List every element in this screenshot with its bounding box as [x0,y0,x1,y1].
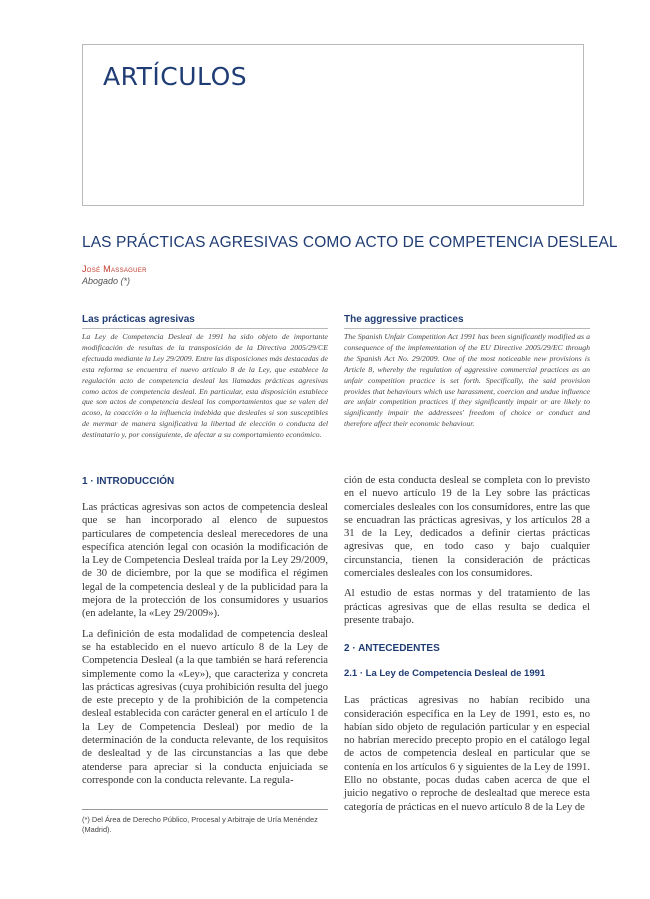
author-role: Abogado (*) [82,276,131,286]
author-name: José Massaguer [82,264,147,274]
paragraph: Las prácticas agresivas son actos de competencia desleal que se han incorporado al elenco de supuestos particulares de competencia desleal merecedores de una específica atención legal con ocasión la modificación de la Ley de Competencia Desleal traída por la Ley 29/2009, de 30 de diciembre, por la que se modifica el régimen legal de la competencia desleal y de la publicidad para la mejora de la protección de los consumidores y usuarios (en adelante, la «Ley 29/2009»). [82,502,328,620]
section-header-box [82,44,584,206]
section-1-heading: 1 · INTRODUCCIÓN [82,476,175,487]
abstract-english [344,310,590,430]
body-column-right [344,474,590,821]
abstract-english-text: The Spanish Unfair Competition Act 1991 has been significantly modified as a consequence of the implementation of the EU Directive 2005/29/EC through the Spanish Act No. 29/2009. One of the most noticeable new provisions is Article 8, whereby the regulation of aggressive commercial practices as an unfair competition practice is set forth. Specifically, the said provision provides that behaviours which use harassment, coercion and undue influence are unfair competition practices if they significantly impair or are likely to significantly impair the addressees' freedom of choice or conduct and therefore affect their economic behaviour. [344,332,590,429]
abstract-spanish [82,310,328,441]
paragraph: Las prácticas agresivas no habían recibido una consideración específica en la Ley de 1991, esto es, no habían sido objeto de regulación particular y en especial no habrían merecido precepto propio en el catálogo legal de actos de competencia desleal en particular que se contenía en los artículos 6 y siguientes de la Ley de 1991. Ello no obstante, pocas dudas caben acerca de que el juicio negativo o reproche de deslealtad que merece esta categoría de prácticas en el nuevo artículo 8 de la Ley de [344,695,590,813]
paragraph: La definición de esta modalidad de competencia desleal se ha establecido en el nuevo artículo 8 de la Ley de Competencia Desleal (a la que también se hará referencia simplemente como la «Ley»), que caracteriza y concreta las prácticas agresivas (cuya prohibición resulta del juego de este precepto y de la prohibición de la competencia desleal establecida con carácter general en el artículo 1 de la Ley de Competencia Desleal) por medio de la determinación de la conducta relevante, de los requisitos de deslealtad y de las circunstancias a las que debe atenderse para apreciar si la conducta enjuiciada se corresponde con la conducta relevante. La regula- [82,628,328,786]
paragraph: ción de esta conducta desleal se completa con lo previsto en el nuevo artículo 19 de la Ley sobre las prácticas comerciales desleales con los consumidores, entre las que se encuadran las prácticas agresivas, y los artículos 28 a 31 de la Ley, dedicados a definir ciertas prácticas agresivas que, en todo caso y bajo cualquier circunstancia, tienen la consideración de prácticas comerciales desleales con los consumidores. [344,475,590,580]
section-2-heading: 2 · ANTECEDENTES [344,643,440,655]
footnote: (*) Del Área de Derecho Público, Procesal y Arbitraje de Uría Menéndez (Madrid). [82,815,318,834]
abstract-spanish-heading: Las prácticas agresivas [82,310,328,329]
body-column-left [82,476,328,794]
abstract-english-heading: The aggressive practices [344,310,590,329]
article-title: LAS PRÁCTICAS AGRESIVAS COMO ACTO DE COMPETENCIA DESLEAL [82,234,618,251]
paragraph: Al estudio de estas normas y del tratamiento de las prácticas agresivas que de ellas resulta se dedica el presente trabajo. [344,588,590,626]
section-2-1-heading: 2.1 · La Ley de Competencia Desleal de 1991 [344,668,546,680]
footnote-divider [82,809,328,810]
section-label: ARTÍCULOS [103,62,248,91]
abstract-spanish-text: La Ley de Competencia Desleal de 1991 ha sido objeto de importante modificación de resultas de la transposición de la Directiva 2005/29/CE efectuada mediante la Ley 29/2009. Entre las disposiciones más destacadas de esta reforma se encuentra el nuevo artículo 8 de la Ley, que establece la regulación acto de competencia desleal las llamadas prácticas agresivas como actos de competencia desleal. En particular, esta disposición establece que son actos de competencia desleal los comportamientos que se valen del acoso, la coacción o la influencia indebida que desleales si son susceptibles de mermar de manera significativa la libertad de elección o conducta del destinatario y, por consiguiente, de afectar a su comportamiento económico. [82,332,328,440]
